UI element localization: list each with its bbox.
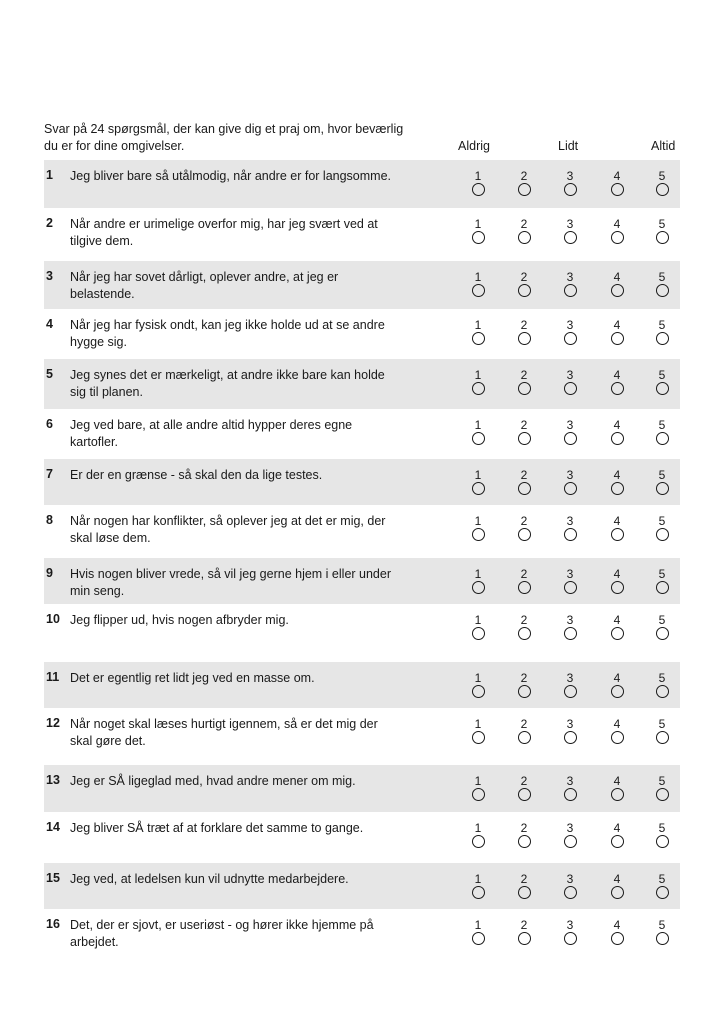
rating-radio[interactable] <box>518 685 531 698</box>
rating-number: 2 <box>520 270 528 284</box>
rating-radio[interactable] <box>564 528 577 541</box>
rating-radio[interactable] <box>656 835 669 848</box>
rating-number: 5 <box>658 671 666 685</box>
rating-option[interactable] <box>514 672 534 698</box>
question-number: 4 <box>46 317 53 331</box>
question-text: Jeg bliver SÅ træt af at forklare det samme to gange. <box>70 821 364 835</box>
rating-radio[interactable] <box>656 183 669 196</box>
rating-radio[interactable] <box>472 284 485 297</box>
rating-number: 5 <box>658 217 666 231</box>
rating-radio[interactable] <box>472 886 485 899</box>
rating-option[interactable] <box>652 469 672 495</box>
rating-option[interactable] <box>468 469 488 495</box>
rating-number: 1 <box>474 567 482 581</box>
question-number: 3 <box>46 269 53 283</box>
rating-option[interactable] <box>514 218 534 244</box>
rating-option[interactable] <box>514 170 534 196</box>
rating-number: 2 <box>520 217 528 231</box>
rating-number: 5 <box>658 613 666 627</box>
rating-option[interactable] <box>468 319 488 345</box>
rating-radio[interactable] <box>564 835 577 848</box>
rating-radio[interactable] <box>611 835 624 848</box>
rating-radio[interactable] <box>518 528 531 541</box>
question-text: Det er egentlig ret lidt jeg ved en masse om. <box>70 671 315 685</box>
rating-radio[interactable] <box>564 183 577 196</box>
question-number: 15 <box>46 871 60 885</box>
rating-radio[interactable] <box>472 183 485 196</box>
rating-number: 3 <box>566 318 574 332</box>
rating-number: 5 <box>658 918 666 932</box>
rating-number: 4 <box>613 717 621 731</box>
rating-option[interactable] <box>468 873 488 899</box>
rating-option[interactable] <box>514 614 534 640</box>
rating-number: 3 <box>566 567 574 581</box>
question-text: Jeg flipper ud, hvis nogen afbryder mig. <box>70 613 289 627</box>
rating-option[interactable] <box>652 515 672 541</box>
rating-radio[interactable] <box>611 432 624 445</box>
rating-radio[interactable] <box>611 731 624 744</box>
rating-option[interactable] <box>514 271 534 297</box>
rating-radio[interactable] <box>472 731 485 744</box>
rating-radio[interactable] <box>518 284 531 297</box>
rating-radio[interactable] <box>611 332 624 345</box>
rating-radio[interactable] <box>656 332 669 345</box>
rating-radio[interactable] <box>518 332 531 345</box>
rating-option[interactable] <box>607 369 627 395</box>
question-row <box>44 309 680 359</box>
rating-option[interactable] <box>560 170 580 196</box>
rating-option[interactable] <box>652 419 672 445</box>
rating-radio[interactable] <box>472 685 485 698</box>
rating-option[interactable] <box>468 419 488 445</box>
rating-radio[interactable] <box>656 284 669 297</box>
rating-number: 3 <box>566 468 574 482</box>
rating-radio[interactable] <box>611 627 624 640</box>
question-text: Jeg ved, at ledelsen kun vil udnytte medarbejdere. <box>70 872 349 886</box>
rating-number: 3 <box>566 717 574 731</box>
rating-radio[interactable] <box>564 432 577 445</box>
rating-number: 2 <box>520 918 528 932</box>
rating-number: 4 <box>613 821 621 835</box>
rating-number: 5 <box>658 567 666 581</box>
rating-number: 3 <box>566 918 574 932</box>
rating-number: 1 <box>474 821 482 835</box>
question-number: 13 <box>46 773 60 787</box>
rating-radio[interactable] <box>611 284 624 297</box>
rating-option[interactable] <box>652 319 672 345</box>
question-number: 6 <box>46 417 53 431</box>
question-row <box>44 708 680 765</box>
rating-radio[interactable] <box>472 482 485 495</box>
rating-radio[interactable] <box>656 432 669 445</box>
rating-number: 1 <box>474 872 482 886</box>
question-number: 10 <box>46 612 60 626</box>
rating-option[interactable] <box>514 568 534 594</box>
rating-option[interactable] <box>468 568 488 594</box>
rating-radio[interactable] <box>472 432 485 445</box>
rating-number: 5 <box>658 169 666 183</box>
rating-number: 3 <box>566 217 574 231</box>
rating-option[interactable] <box>607 614 627 640</box>
rating-radio[interactable] <box>611 382 624 395</box>
rating-option[interactable] <box>560 469 580 495</box>
question-number: 11 <box>46 670 60 684</box>
question-row <box>44 863 680 909</box>
question-number: 5 <box>46 367 53 381</box>
rating-radio[interactable] <box>518 731 531 744</box>
question-row <box>44 359 680 409</box>
rating-number: 3 <box>566 671 574 685</box>
rating-option[interactable] <box>652 822 672 848</box>
rating-radio[interactable] <box>656 731 669 744</box>
rating-option[interactable] <box>560 775 580 801</box>
rating-radio[interactable] <box>564 685 577 698</box>
scale-label-aldrig: Aldrig <box>458 139 490 153</box>
rating-number: 3 <box>566 270 574 284</box>
rating-number: 1 <box>474 217 482 231</box>
rating-number: 1 <box>474 169 482 183</box>
question-row <box>44 765 680 812</box>
rating-radio[interactable] <box>518 835 531 848</box>
rating-radio[interactable] <box>611 788 624 801</box>
rating-option[interactable] <box>514 718 534 744</box>
rating-number: 1 <box>474 918 482 932</box>
rating-radio[interactable] <box>656 627 669 640</box>
rating-number: 4 <box>613 169 621 183</box>
rating-number: 2 <box>520 671 528 685</box>
rating-radio[interactable] <box>656 581 669 594</box>
rating-number: 5 <box>658 418 666 432</box>
rating-option[interactable] <box>468 170 488 196</box>
rating-number: 2 <box>520 774 528 788</box>
rating-number: 4 <box>613 418 621 432</box>
rating-number: 3 <box>566 872 574 886</box>
rating-radio[interactable] <box>472 528 485 541</box>
rating-number: 5 <box>658 717 666 731</box>
rating-option[interactable] <box>607 170 627 196</box>
rating-option[interactable] <box>652 919 672 945</box>
question-number: 14 <box>46 820 60 834</box>
rating-option[interactable] <box>607 469 627 495</box>
rating-option[interactable] <box>468 271 488 297</box>
rating-option[interactable] <box>652 672 672 698</box>
question-text: Jeg bliver bare så utålmodig, når andre er for langsomme. <box>70 169 391 183</box>
rating-option[interactable] <box>514 469 534 495</box>
rating-radio[interactable] <box>656 528 669 541</box>
rating-number: 5 <box>658 270 666 284</box>
rating-option[interactable] <box>468 672 488 698</box>
rating-option[interactable] <box>607 822 627 848</box>
rating-radio[interactable] <box>611 183 624 196</box>
rating-number: 3 <box>566 613 574 627</box>
rating-option[interactable] <box>560 873 580 899</box>
question-text: Når nogen har konflikter, så oplever jeg at det er mig, der skal løse dem. <box>70 514 386 545</box>
question-text: Jeg synes det er mærkeligt, at andre ikke bare kan holde sig til planen. <box>70 368 385 399</box>
question-text: Når noget skal læses hurtigt igennem, så er det mig der skal gøre det. <box>70 717 378 748</box>
rating-radio[interactable] <box>518 886 531 899</box>
rating-number: 2 <box>520 318 528 332</box>
rating-number: 3 <box>566 418 574 432</box>
rating-option[interactable] <box>468 218 488 244</box>
rating-option[interactable] <box>560 419 580 445</box>
rating-number: 2 <box>520 567 528 581</box>
rating-option[interactable] <box>468 822 488 848</box>
rating-option[interactable] <box>652 218 672 244</box>
question-row <box>44 812 680 863</box>
rating-number: 2 <box>520 468 528 482</box>
rating-radio[interactable] <box>564 932 577 945</box>
rating-radio[interactable] <box>611 886 624 899</box>
question-row <box>44 604 680 662</box>
rating-radio[interactable] <box>518 482 531 495</box>
rating-option[interactable] <box>607 218 627 244</box>
question-row <box>44 208 680 261</box>
scale-label-lidt: Lidt <box>558 139 579 153</box>
rating-number: 1 <box>474 468 482 482</box>
rating-option[interactable] <box>514 822 534 848</box>
rating-number: 1 <box>474 318 482 332</box>
rating-number: 3 <box>566 821 574 835</box>
rating-option[interactable] <box>560 515 580 541</box>
rating-number: 1 <box>474 514 482 528</box>
question-row <box>44 505 680 558</box>
rating-option[interactable] <box>514 775 534 801</box>
question-row <box>44 909 680 965</box>
rating-option[interactable] <box>560 369 580 395</box>
rating-option[interactable] <box>514 319 534 345</box>
rating-option[interactable] <box>514 419 534 445</box>
rating-radio[interactable] <box>472 581 485 594</box>
rating-number: 5 <box>658 774 666 788</box>
rating-number: 3 <box>566 169 574 183</box>
rating-number: 4 <box>613 514 621 528</box>
rating-option[interactable] <box>468 718 488 744</box>
question-text: Jeg er SÅ ligeglad med, hvad andre mener om mig. <box>70 774 356 788</box>
rating-number: 4 <box>613 613 621 627</box>
rating-option[interactable] <box>560 218 580 244</box>
rating-radio[interactable] <box>611 685 624 698</box>
scale-label-altid: Altid <box>651 139 676 153</box>
rating-option[interactable] <box>560 822 580 848</box>
question-row <box>44 558 680 604</box>
rating-option[interactable] <box>560 672 580 698</box>
rating-number: 2 <box>520 717 528 731</box>
rating-option[interactable] <box>652 873 672 899</box>
rating-radio[interactable] <box>472 332 485 345</box>
rating-number: 1 <box>474 774 482 788</box>
rating-radio[interactable] <box>564 886 577 899</box>
rating-radio[interactable] <box>564 482 577 495</box>
rating-radio[interactable] <box>564 284 577 297</box>
rating-radio[interactable] <box>656 932 669 945</box>
rating-option[interactable] <box>560 614 580 640</box>
rating-number: 2 <box>520 169 528 183</box>
rating-number: 2 <box>520 821 528 835</box>
rating-option[interactable] <box>607 873 627 899</box>
question-text: Når andre er urimelige overfor mig, har jeg svært ved at tilgive dem. <box>70 217 378 248</box>
rating-option[interactable] <box>560 568 580 594</box>
rating-option[interactable] <box>468 369 488 395</box>
question-number: 12 <box>46 716 60 730</box>
rating-option[interactable] <box>514 919 534 945</box>
rating-number: 3 <box>566 514 574 528</box>
rating-radio[interactable] <box>472 788 485 801</box>
rating-number: 3 <box>566 368 574 382</box>
question-number: 16 <box>46 917 60 931</box>
rating-radio[interactable] <box>472 627 485 640</box>
rating-option[interactable] <box>607 568 627 594</box>
rating-number: 1 <box>474 418 482 432</box>
rating-option[interactable] <box>607 718 627 744</box>
rating-radio[interactable] <box>656 482 669 495</box>
rating-radio[interactable] <box>518 382 531 395</box>
rating-number: 3 <box>566 774 574 788</box>
question-text: Er der en grænse - så skal den da lige testes. <box>70 468 323 482</box>
rating-option[interactable] <box>652 614 672 640</box>
rating-number: 4 <box>613 872 621 886</box>
rating-option[interactable] <box>560 919 580 945</box>
question-number: 1 <box>46 168 53 182</box>
rating-radio[interactable] <box>564 581 577 594</box>
rating-radio[interactable] <box>611 231 624 244</box>
question-text: Det, der er sjovt, er useriøst - og hører ikke hjemme på arbejdet. <box>70 918 374 949</box>
rating-radio[interactable] <box>564 788 577 801</box>
rating-number: 4 <box>613 368 621 382</box>
rating-radio[interactable] <box>564 627 577 640</box>
rating-number: 2 <box>520 514 528 528</box>
rating-option[interactable] <box>607 515 627 541</box>
rating-number: 2 <box>520 613 528 627</box>
rating-radio[interactable] <box>518 581 531 594</box>
rating-radio[interactable] <box>472 932 485 945</box>
rating-option[interactable] <box>607 419 627 445</box>
question-row <box>44 409 680 459</box>
rating-radio[interactable] <box>518 932 531 945</box>
question-number: 2 <box>46 216 53 230</box>
rating-number: 4 <box>613 468 621 482</box>
rating-option[interactable] <box>514 873 534 899</box>
question-number: 8 <box>46 513 53 527</box>
question-text: Jeg ved bare, at alle andre altid hypper deres egne kartofler. <box>70 418 353 449</box>
rating-radio[interactable] <box>564 332 577 345</box>
rating-option[interactable] <box>652 369 672 395</box>
rating-radio[interactable] <box>472 835 485 848</box>
rating-option[interactable] <box>652 718 672 744</box>
rating-option[interactable] <box>514 369 534 395</box>
rating-radio[interactable] <box>564 231 577 244</box>
rating-radio[interactable] <box>472 382 485 395</box>
rating-radio[interactable] <box>564 382 577 395</box>
rating-number: 5 <box>658 318 666 332</box>
rating-number: 4 <box>613 671 621 685</box>
rating-radio[interactable] <box>472 231 485 244</box>
rating-number: 5 <box>658 514 666 528</box>
rating-radio[interactable] <box>518 627 531 640</box>
rating-option[interactable] <box>652 775 672 801</box>
rating-number: 1 <box>474 368 482 382</box>
rating-number: 5 <box>658 368 666 382</box>
rating-option[interactable] <box>468 919 488 945</box>
rating-radio[interactable] <box>656 382 669 395</box>
rating-number: 2 <box>520 418 528 432</box>
question-number: 9 <box>46 566 53 580</box>
rating-number: 5 <box>658 872 666 886</box>
rating-number: 5 <box>658 821 666 835</box>
question-text: Når jeg har sovet dårligt, oplever andre, at jeg er belastende. <box>70 270 339 301</box>
rating-option[interactable] <box>468 775 488 801</box>
rating-option[interactable] <box>607 271 627 297</box>
rating-number: 1 <box>474 717 482 731</box>
rating-number: 4 <box>613 774 621 788</box>
question-row <box>44 261 680 309</box>
rating-option[interactable] <box>468 515 488 541</box>
question-text: Når jeg har fysisk ondt, kan jeg ikke holde ud at se andre hygge sig. <box>70 318 385 349</box>
rating-radio[interactable] <box>656 231 669 244</box>
rating-option[interactable] <box>652 271 672 297</box>
rating-radio[interactable] <box>656 788 669 801</box>
rating-radio[interactable] <box>656 685 669 698</box>
rating-number: 4 <box>613 270 621 284</box>
rating-radio[interactable] <box>611 528 624 541</box>
question-row <box>44 160 680 208</box>
rating-radio[interactable] <box>518 788 531 801</box>
rating-number: 4 <box>613 217 621 231</box>
question-row <box>44 459 680 505</box>
rating-radio[interactable] <box>518 183 531 196</box>
questionnaire-intro: Svar på 24 spørgsmål, der kan give dig et praj om, hvor beværlig du er for dine omgivelser. <box>44 122 404 153</box>
rating-number: 4 <box>613 567 621 581</box>
rating-option[interactable] <box>560 718 580 744</box>
rating-option[interactable] <box>607 672 627 698</box>
question-list <box>44 160 680 965</box>
rating-radio[interactable] <box>611 482 624 495</box>
rating-radio[interactable] <box>518 432 531 445</box>
rating-radio[interactable] <box>611 581 624 594</box>
rating-number: 1 <box>474 671 482 685</box>
rating-radio[interactable] <box>656 886 669 899</box>
rating-option[interactable] <box>560 319 580 345</box>
rating-option[interactable] <box>468 614 488 640</box>
rating-number: 4 <box>613 918 621 932</box>
question-row <box>44 662 680 708</box>
question-number: 7 <box>46 467 53 481</box>
rating-option[interactable] <box>607 919 627 945</box>
rating-number: 1 <box>474 613 482 627</box>
rating-number: 5 <box>658 468 666 482</box>
rating-option[interactable] <box>607 775 627 801</box>
rating-radio[interactable] <box>611 932 624 945</box>
rating-option[interactable] <box>514 515 534 541</box>
rating-number: 4 <box>613 318 621 332</box>
rating-option[interactable] <box>607 319 627 345</box>
rating-radio[interactable] <box>518 231 531 244</box>
rating-option[interactable] <box>652 568 672 594</box>
rating-option[interactable] <box>560 271 580 297</box>
rating-number: 1 <box>474 270 482 284</box>
rating-option[interactable] <box>652 170 672 196</box>
question-text: Hvis nogen bliver vrede, så vil jeg gerne hjem i eller under min seng. <box>70 567 391 598</box>
rating-radio[interactable] <box>564 731 577 744</box>
rating-number: 2 <box>520 872 528 886</box>
rating-number: 2 <box>520 368 528 382</box>
